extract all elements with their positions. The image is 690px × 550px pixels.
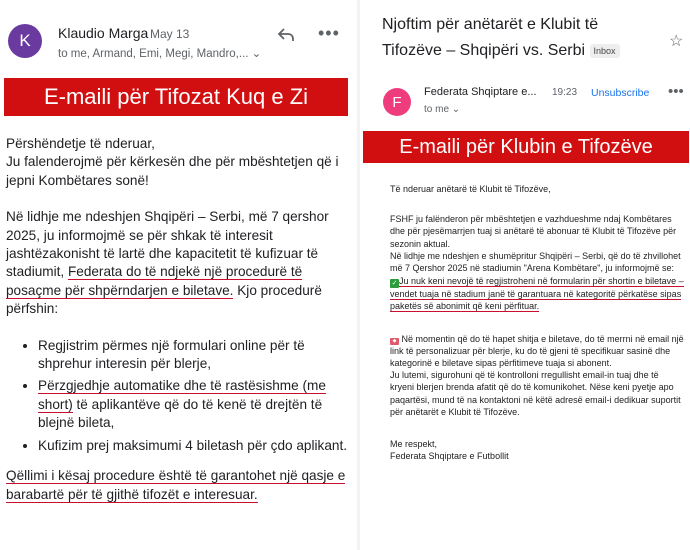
greeting: Të nderuar anëtarë të Klubit të Tifozëve, [390,184,551,194]
paragraph-text: FSHF ju falënderon për mbështetjen e vazhdueshme ndaj Kombëtares dhe për pjesëmarrjen tuaj si anëtarë të abonuar të Klubit të Tifozëve për sezonin aktual. [390,214,677,249]
email-body [6,135,351,522]
recipients-line[interactable] [58,46,261,60]
signature-name: Federata Shqiptare e Futbollit [390,451,509,462]
underlined-text: Federata do të ndjekë një procedurë të posaçme për shpërndarjen e biletave. [6,264,303,298]
check-mark-icon: ✓ [391,280,398,288]
sender-name[interactable]: Federata Shqiptare e... [424,86,537,98]
list-item: • Regjistrim përmes një formulari online për të shprehur interesin për blerje, [38,337,351,374]
paragraph-text-end: Kjo procedurë përfshin: [6,282,322,317]
list-item [38,377,351,432]
procedure-paragraph [6,208,351,318]
sender-avatar[interactable]: F [383,88,411,116]
unsubscribe-link[interactable]: Unsubscribe [591,87,650,99]
paragraph: Ju lutemi, sigurohuni që të kontrolloni rregullisht email-in tuaj dhe të kryeni blerjen brenda afatit që do të komunikohet. Nëse keni pyetje apo paqartësi, mund të na kontaktoni në këtë adresë email-i dedikuar suportit për anëtarët e Klubit të Tifozëve. [390,370,681,417]
highlight-text: Ju nuk keni nevojë të regjistroheni në formularin për shortin e biletave – vendet tuaja në stadium janë të garantuara në kategoritë përkatëse sipas paketës së abonimit që keni përfituar. [390,276,684,312]
thanks-line: Ju falenderojmë për kërkesën dhe për mbështetjen që i jepni Kombëtares sonë! [6,154,339,188]
signature-line: Me respekt, [390,439,438,450]
list-item-text: të aplikantëve që do të kenë të drejtën të blejnë bileta, [38,396,323,431]
paragraph-text: Në momentin që do të hapet shitja e biletave, do të merrni në email një link të personalizuar për blerje, ku do të gjeni të specifikuar sasinë dhe kategorinë e biletave sipas përfitimeve tuaja si abonent. [390,333,684,369]
signature [390,438,684,462]
star-icon[interactable]: ☆ [669,33,684,50]
paragraph-text: Në lidhje me ndeshjen Shqipëri – Serbi, më 7 qershor 2025, ju informojmë se për shkak të interesit jashtëzakonisht të lartë dhe kapacitetit të kufizuar të stadiumit, [6,209,329,280]
sender-name[interactable]: Klaudio Marga [58,25,149,41]
procedure-list [6,337,351,455]
underlined-text: Qëllimi i kësaj procedure është të garantohet një qasje e barabartë për të gjithë tifozët e interesuar. [6,468,346,502]
more-options-icon[interactable]: ••• [318,23,340,43]
more-options-icon[interactable]: ••• [668,83,684,100]
highlight-paragraph [390,275,684,312]
reply-icon[interactable] [277,27,295,46]
email-body [390,183,684,472]
recipients-line[interactable] [424,104,460,115]
email-banner: E-maili për Klubin e Tifozëve [363,131,689,163]
inbox-label[interactable]: Inbox [590,44,620,58]
sender-avatar[interactable]: K [8,24,42,58]
greeting [6,135,351,190]
list-item: • Kufizim prej maksimumi 4 biletash për çdo aplikant. [38,437,351,455]
email-time: 19:23 [552,87,578,98]
recipients-text: to me, Armand, Emi, Megi, Mandro,... [58,48,249,60]
paragraph [390,213,684,274]
email-subject [382,12,642,64]
purpose-paragraph [6,467,351,504]
paragraph-text: Në lidhje me ndeshjen e shumëpritur Shqipëri – Serbi, që do të zhvillohet më 7 Qershor 2025 në stadiumin "Arena Kombëtare", ju informojmë se: [390,250,681,274]
underlined-text [390,276,684,312]
paragraph [390,333,684,370]
email-banner: E-maili për Tifozat Kuq e Zi [4,78,348,116]
greeting-line: Përshëndetje të nderuar, [6,136,155,151]
chevron-down-icon[interactable]: ⌄ [451,104,461,115]
right-email-pane [360,0,690,550]
ticket-icon: ◆ [390,338,399,345]
chevron-down-icon[interactable]: ⌄ [251,48,262,60]
subject-text: Njoftim për anëtarët e Klubit të Tifozëve – Shqipëri vs. Serbi [382,16,599,59]
left-email-header [0,0,357,70]
recipients-text: to me [424,104,450,115]
email-date: May 13 [150,27,190,41]
underlined-text: Përzgjedhje automatike dhe të rastësishme (me short) [38,378,326,412]
